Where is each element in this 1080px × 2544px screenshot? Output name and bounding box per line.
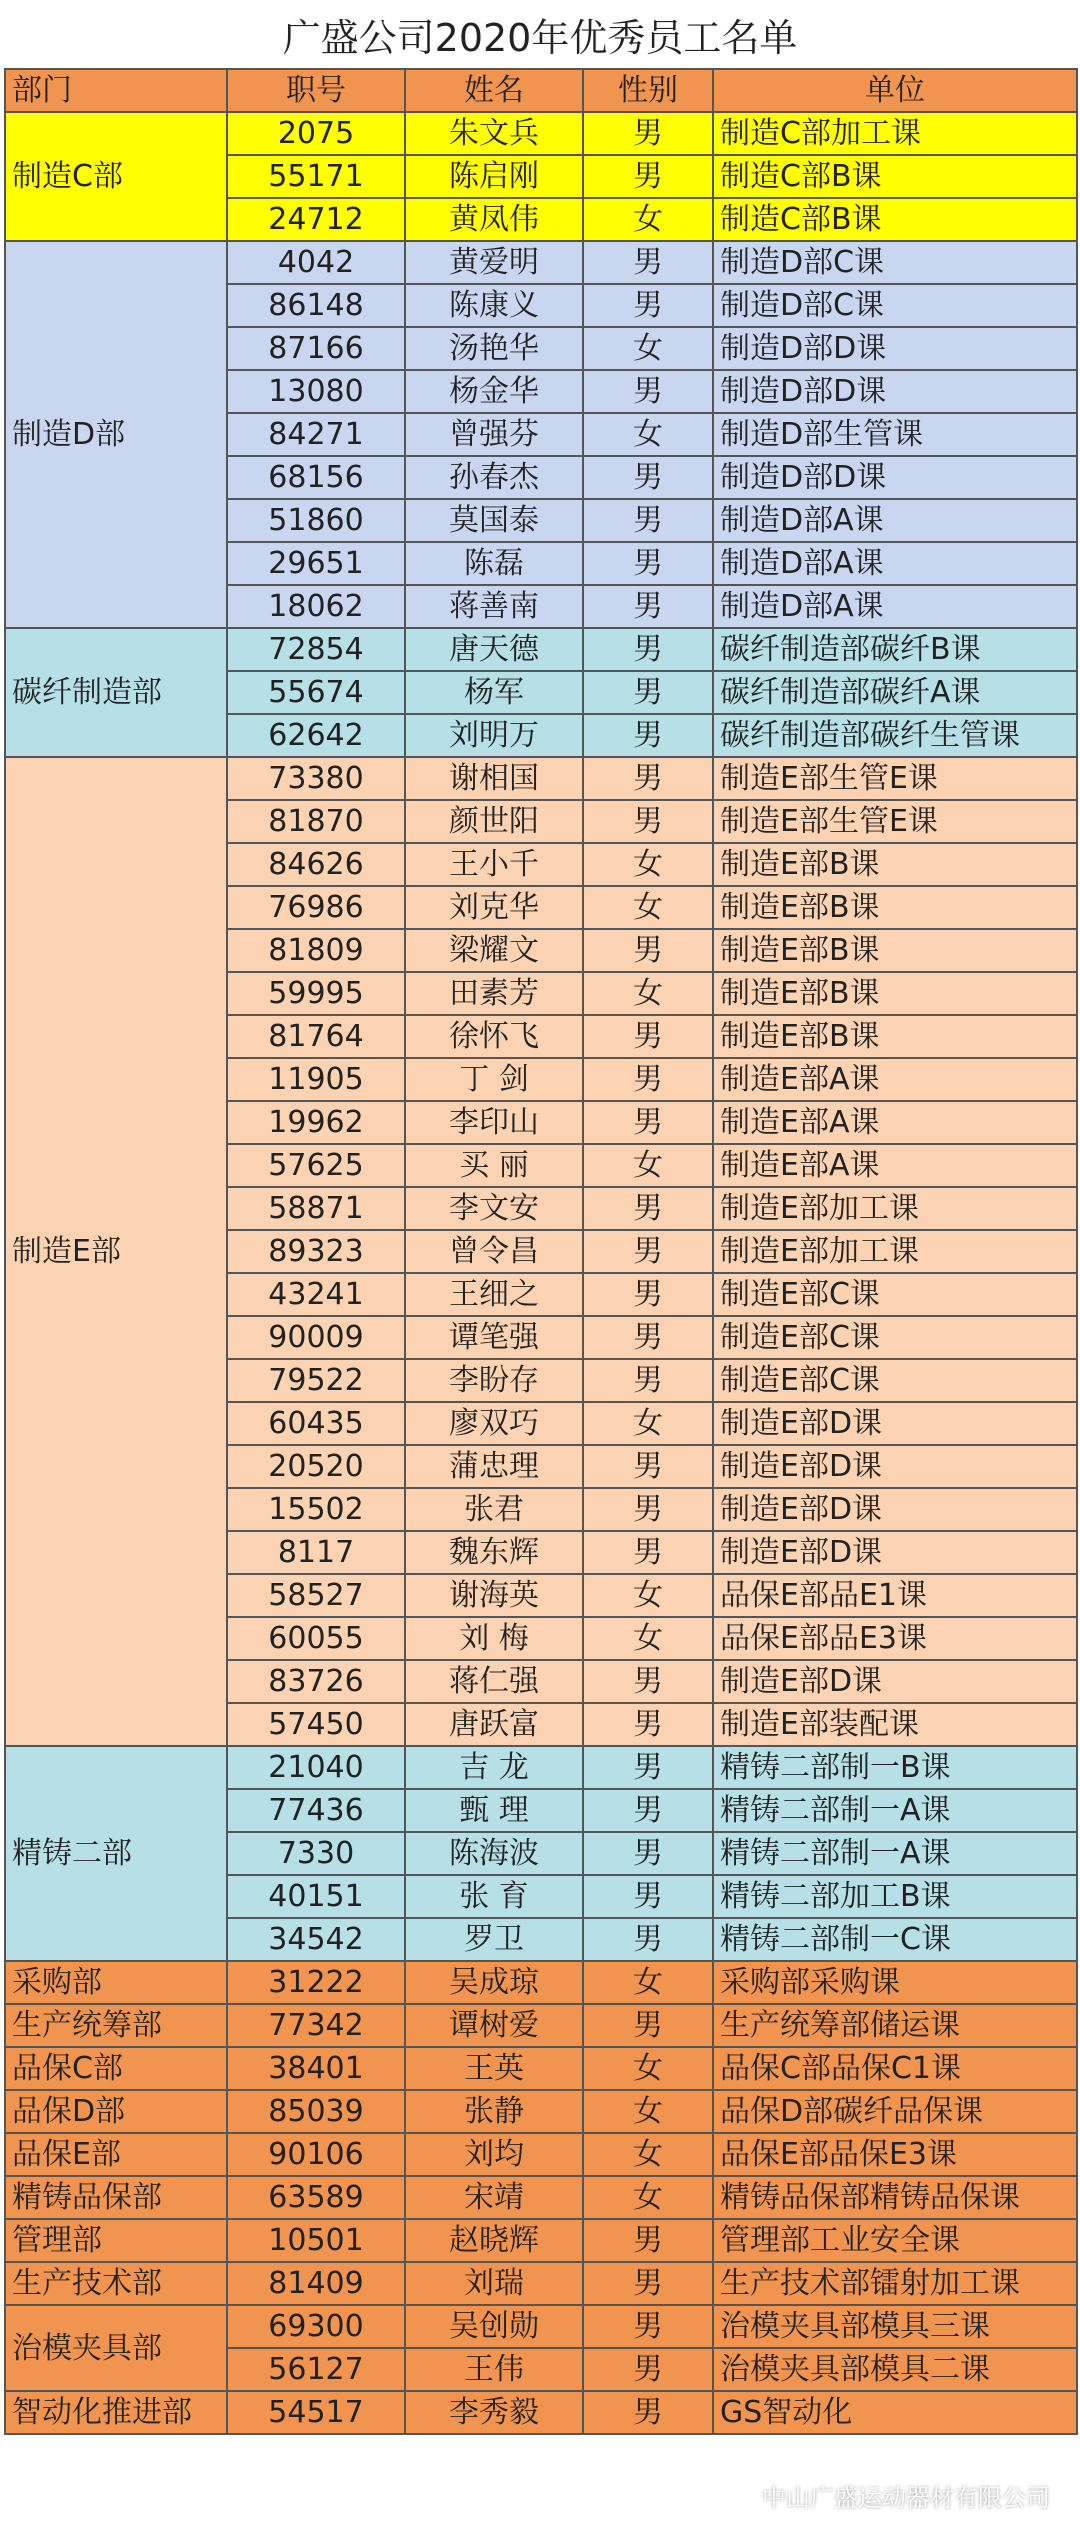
table-row xyxy=(5,1961,1077,2004)
employee-id-cell: 58871 xyxy=(227,1187,405,1230)
name-cell: 魏东辉 xyxy=(405,1531,583,1574)
employee-id-cell: 4042 xyxy=(227,241,405,284)
department-cell: 生产技术部 xyxy=(5,2262,227,2305)
employee-id-cell: 2075 xyxy=(227,112,405,155)
name-cell: 李盼存 xyxy=(405,1359,583,1402)
name-cell: 王伟 xyxy=(405,2348,583,2391)
name-cell: 曾强芬 xyxy=(405,413,583,456)
employee-id-cell: 18062 xyxy=(227,585,405,628)
employee-id-cell: 81764 xyxy=(227,1015,405,1058)
name-cell: 王英 xyxy=(405,2047,583,2090)
department-cell: 制造E部 xyxy=(5,757,227,1746)
gender-cell: 男 xyxy=(583,1015,713,1058)
watermark-text: 中山广盛运动器材有限公司 xyxy=(762,2484,1050,2512)
employee-id-cell: 29651 xyxy=(227,542,405,585)
unit-cell: 制造E部加工课 xyxy=(713,1187,1077,1230)
employee-id-cell: 76986 xyxy=(227,886,405,929)
gender-cell: 女 xyxy=(583,843,713,886)
employee-id-cell: 56127 xyxy=(227,2348,405,2391)
gender-cell: 男 xyxy=(583,1445,713,1488)
department-cell: 精铸品保部 xyxy=(5,2176,227,2219)
header-department: 部门 xyxy=(5,69,227,112)
department-cell: 生产统筹部 xyxy=(5,2004,227,2047)
unit-cell: 制造E部C课 xyxy=(713,1273,1077,1316)
unit-cell: 制造C部B课 xyxy=(713,155,1077,198)
gender-cell: 女 xyxy=(583,1617,713,1660)
unit-cell: 制造E部D课 xyxy=(713,1660,1077,1703)
name-cell: 蒋善南 xyxy=(405,585,583,628)
gender-cell: 男 xyxy=(583,1230,713,1273)
gender-cell: 男 xyxy=(583,2391,713,2434)
name-cell: 甄 理 xyxy=(405,1789,583,1832)
unit-cell: 制造E部B课 xyxy=(713,1015,1077,1058)
employee-id-cell: 10501 xyxy=(227,2219,405,2262)
unit-cell: 精铸二部制一A课 xyxy=(713,1789,1077,1832)
gender-cell: 男 xyxy=(583,241,713,284)
employee-id-cell: 34542 xyxy=(227,1918,405,1961)
employee-id-cell: 54517 xyxy=(227,2391,405,2434)
name-cell: 田素芳 xyxy=(405,972,583,1015)
name-cell: 张 育 xyxy=(405,1875,583,1918)
unit-cell: 制造E部C课 xyxy=(713,1316,1077,1359)
name-cell: 蒋仁强 xyxy=(405,1660,583,1703)
unit-cell: 制造E部C课 xyxy=(713,1359,1077,1402)
name-cell: 刘克华 xyxy=(405,886,583,929)
unit-cell: 制造D部A课 xyxy=(713,542,1077,585)
gender-cell: 女 xyxy=(583,327,713,370)
gender-cell: 男 xyxy=(583,1058,713,1101)
unit-cell: 碳纤制造部碳纤B课 xyxy=(713,628,1077,671)
unit-cell: 制造E部B课 xyxy=(713,972,1077,1015)
unit-cell: 制造C部B课 xyxy=(713,198,1077,241)
employee-id-cell: 85039 xyxy=(227,2090,405,2133)
name-cell: 刘均 xyxy=(405,2133,583,2176)
unit-cell: 制造E部B课 xyxy=(713,843,1077,886)
gender-cell: 男 xyxy=(583,929,713,972)
department-cell: 管理部 xyxy=(5,2219,227,2262)
gender-cell: 男 xyxy=(583,542,713,585)
name-cell: 刘 梅 xyxy=(405,1617,583,1660)
gender-cell: 男 xyxy=(583,671,713,714)
employee-id-cell: 57450 xyxy=(227,1703,405,1746)
gender-cell: 男 xyxy=(583,1918,713,1961)
unit-cell: 制造E部D课 xyxy=(713,1445,1077,1488)
table-row xyxy=(5,2047,1077,2090)
name-cell: 吴成琼 xyxy=(405,1961,583,2004)
employee-id-cell: 77342 xyxy=(227,2004,405,2047)
unit-cell: 精铸二部制一B课 xyxy=(713,1746,1077,1789)
table-row xyxy=(5,2004,1077,2047)
name-cell: 梁耀文 xyxy=(405,929,583,972)
employee-id-cell: 19962 xyxy=(227,1101,405,1144)
unit-cell: 精铸品保部精铸品保课 xyxy=(713,2176,1077,2219)
employee-id-cell: 90009 xyxy=(227,1316,405,1359)
unit-cell: 治模夹具部模具二课 xyxy=(713,2348,1077,2391)
unit-cell: 制造E部D课 xyxy=(713,1531,1077,1574)
name-cell: 张君 xyxy=(405,1488,583,1531)
watermark xyxy=(724,2478,1050,2513)
name-cell: 谢海英 xyxy=(405,1574,583,1617)
employee-id-cell: 83726 xyxy=(227,1660,405,1703)
employee-id-cell: 20520 xyxy=(227,1445,405,1488)
name-cell: 丁 剑 xyxy=(405,1058,583,1101)
unit-cell: 制造E部D课 xyxy=(713,1488,1077,1531)
unit-cell: 制造E部B课 xyxy=(713,929,1077,972)
name-cell: 唐天德 xyxy=(405,628,583,671)
employee-id-cell: 84626 xyxy=(227,843,405,886)
header-name: 姓名 xyxy=(405,69,583,112)
employee-id-cell: 55674 xyxy=(227,671,405,714)
unit-cell: 品保E部品E3课 xyxy=(713,1617,1077,1660)
table-row xyxy=(5,2176,1077,2219)
name-cell: 张静 xyxy=(405,2090,583,2133)
name-cell: 莫国泰 xyxy=(405,499,583,542)
gender-cell: 女 xyxy=(583,972,713,1015)
unit-cell: 制造D部A课 xyxy=(713,499,1077,542)
gender-cell: 男 xyxy=(583,1746,713,1789)
gender-cell: 女 xyxy=(583,2090,713,2133)
unit-cell: 制造D部D课 xyxy=(713,327,1077,370)
gender-cell: 男 xyxy=(583,370,713,413)
employee-table xyxy=(4,68,1078,2435)
table-header-row xyxy=(5,69,1077,112)
name-cell: 徐怀飞 xyxy=(405,1015,583,1058)
table-row xyxy=(5,1746,1077,1789)
name-cell: 罗卫 xyxy=(405,1918,583,1961)
name-cell: 王小千 xyxy=(405,843,583,886)
department-cell: 智动化推进部 xyxy=(5,2391,227,2434)
gender-cell: 女 xyxy=(583,886,713,929)
gender-cell: 男 xyxy=(583,2004,713,2047)
header-unit: 单位 xyxy=(713,69,1077,112)
name-cell: 陈启刚 xyxy=(405,155,583,198)
employee-id-cell: 8117 xyxy=(227,1531,405,1574)
department-cell: 制造D部 xyxy=(5,241,227,628)
unit-cell: 生产技术部镭射加工课 xyxy=(713,2262,1077,2305)
department-cell: 采购部 xyxy=(5,1961,227,2004)
department-cell: 品保D部 xyxy=(5,2090,227,2133)
table-row xyxy=(5,2305,1077,2348)
unit-cell: 管理部工业安全课 xyxy=(713,2219,1077,2262)
name-cell: 李秀毅 xyxy=(405,2391,583,2434)
unit-cell: 制造C部加工课 xyxy=(713,112,1077,155)
employee-id-cell: 72854 xyxy=(227,628,405,671)
unit-cell: 精铸二部加工B课 xyxy=(713,1875,1077,1918)
unit-cell: 制造E部D课 xyxy=(713,1402,1077,1445)
unit-cell: 碳纤制造部碳纤A课 xyxy=(713,671,1077,714)
table-row xyxy=(5,2219,1077,2262)
employee-id-cell: 7330 xyxy=(227,1832,405,1875)
gender-cell: 女 xyxy=(583,2176,713,2219)
gender-cell: 女 xyxy=(583,198,713,241)
name-cell: 王细之 xyxy=(405,1273,583,1316)
gender-cell: 男 xyxy=(583,585,713,628)
employee-id-cell: 55171 xyxy=(227,155,405,198)
unit-cell: 制造D部D课 xyxy=(713,456,1077,499)
unit-cell: 制造D部D课 xyxy=(713,370,1077,413)
name-cell: 杨军 xyxy=(405,671,583,714)
header-gender: 性别 xyxy=(583,69,713,112)
gender-cell: 男 xyxy=(583,1187,713,1230)
name-cell: 吴创勋 xyxy=(405,2305,583,2348)
unit-cell: 采购部采购课 xyxy=(713,1961,1077,2004)
employee-id-cell: 60055 xyxy=(227,1617,405,1660)
employee-id-cell: 13080 xyxy=(227,370,405,413)
employee-id-cell: 63589 xyxy=(227,2176,405,2219)
wechat-icon xyxy=(724,2484,754,2508)
department-cell: 精铸二部 xyxy=(5,1746,227,1961)
department-cell: 品保C部 xyxy=(5,2047,227,2090)
unit-cell: 品保E部品E1课 xyxy=(713,1574,1077,1617)
employee-id-cell: 24712 xyxy=(227,198,405,241)
unit-cell: 精铸二部制一A课 xyxy=(713,1832,1077,1875)
unit-cell: 制造E部装配课 xyxy=(713,1703,1077,1746)
name-cell: 蒲忠理 xyxy=(405,1445,583,1488)
name-cell: 黄凤伟 xyxy=(405,198,583,241)
unit-cell: 制造E部A课 xyxy=(713,1144,1077,1187)
name-cell: 刘瑞 xyxy=(405,2262,583,2305)
employee-id-cell: 69300 xyxy=(227,2305,405,2348)
gender-cell: 男 xyxy=(583,1531,713,1574)
unit-cell: 治模夹具部模具三课 xyxy=(713,2305,1077,2348)
table-row xyxy=(5,2090,1077,2133)
gender-cell: 女 xyxy=(583,2047,713,2090)
name-cell: 曾令昌 xyxy=(405,1230,583,1273)
unit-cell: 制造D部C课 xyxy=(713,284,1077,327)
employee-id-cell: 31222 xyxy=(227,1961,405,2004)
name-cell: 谭树爱 xyxy=(405,2004,583,2047)
name-cell: 朱文兵 xyxy=(405,112,583,155)
gender-cell: 男 xyxy=(583,112,713,155)
gender-cell: 男 xyxy=(583,284,713,327)
employee-id-cell: 38401 xyxy=(227,2047,405,2090)
employee-id-cell: 40151 xyxy=(227,1875,405,1918)
table-row xyxy=(5,757,1077,800)
gender-cell: 男 xyxy=(583,1875,713,1918)
gender-cell: 男 xyxy=(583,1101,713,1144)
table-row xyxy=(5,2262,1077,2305)
employee-id-cell: 81809 xyxy=(227,929,405,972)
unit-cell: 制造D部A课 xyxy=(713,585,1077,628)
name-cell: 刘明万 xyxy=(405,714,583,757)
unit-cell: 制造E部B课 xyxy=(713,886,1077,929)
gender-cell: 男 xyxy=(583,1789,713,1832)
department-cell: 治模夹具部 xyxy=(5,2305,227,2391)
gender-cell: 女 xyxy=(583,2133,713,2176)
unit-cell: 制造E部加工课 xyxy=(713,1230,1077,1273)
table-row xyxy=(5,2133,1077,2176)
name-cell: 陈海波 xyxy=(405,1832,583,1875)
unit-cell: 制造D部生管课 xyxy=(713,413,1077,456)
name-cell: 颜世阳 xyxy=(405,800,583,843)
gender-cell: 男 xyxy=(583,628,713,671)
gender-cell: 男 xyxy=(583,757,713,800)
employee-id-cell: 43241 xyxy=(227,1273,405,1316)
page-title: 广盛公司2020年优秀员工名单 xyxy=(0,0,1080,68)
employee-id-cell: 79522 xyxy=(227,1359,405,1402)
name-cell: 买 丽 xyxy=(405,1144,583,1187)
unit-cell: 制造E部A课 xyxy=(713,1058,1077,1101)
unit-cell: 精铸二部制一C课 xyxy=(713,1918,1077,1961)
department-cell: 制造C部 xyxy=(5,112,227,241)
name-cell: 杨金华 xyxy=(405,370,583,413)
unit-cell: 品保D部碳纤品保课 xyxy=(713,2090,1077,2133)
gender-cell: 女 xyxy=(583,1144,713,1187)
employee-id-cell: 81870 xyxy=(227,800,405,843)
unit-cell: 品保E部品保E3课 xyxy=(713,2133,1077,2176)
employee-id-cell: 73380 xyxy=(227,757,405,800)
name-cell: 汤艳华 xyxy=(405,327,583,370)
gender-cell: 男 xyxy=(583,2262,713,2305)
gender-cell: 女 xyxy=(583,413,713,456)
name-cell: 赵晓辉 xyxy=(405,2219,583,2262)
unit-cell: GS智动化 xyxy=(713,2391,1077,2434)
employee-id-cell: 15502 xyxy=(227,1488,405,1531)
gender-cell: 男 xyxy=(583,1359,713,1402)
table-body xyxy=(5,112,1077,2434)
employee-id-cell: 68156 xyxy=(227,456,405,499)
table-row xyxy=(5,2391,1077,2434)
employee-id-cell: 89323 xyxy=(227,1230,405,1273)
name-cell: 唐跃富 xyxy=(405,1703,583,1746)
gender-cell: 男 xyxy=(583,1660,713,1703)
table-row xyxy=(5,241,1077,284)
gender-cell: 女 xyxy=(583,1574,713,1617)
name-cell: 孙春杰 xyxy=(405,456,583,499)
gender-cell: 男 xyxy=(583,2219,713,2262)
gender-cell: 男 xyxy=(583,1273,713,1316)
name-cell: 陈康义 xyxy=(405,284,583,327)
name-cell: 宋靖 xyxy=(405,2176,583,2219)
unit-cell: 制造E部A课 xyxy=(713,1101,1077,1144)
employee-id-cell: 51860 xyxy=(227,499,405,542)
gender-cell: 男 xyxy=(583,2305,713,2348)
gender-cell: 女 xyxy=(583,1402,713,1445)
employee-id-cell: 87166 xyxy=(227,327,405,370)
gender-cell: 男 xyxy=(583,1488,713,1531)
table-row xyxy=(5,628,1077,671)
table-row xyxy=(5,112,1077,155)
gender-cell: 男 xyxy=(583,456,713,499)
name-cell: 谭笔强 xyxy=(405,1316,583,1359)
name-cell: 陈磊 xyxy=(405,542,583,585)
employee-id-cell: 81409 xyxy=(227,2262,405,2305)
employee-id-cell: 58527 xyxy=(227,1574,405,1617)
header-employee-id: 职号 xyxy=(227,69,405,112)
unit-cell: 品保C部品保C1课 xyxy=(713,2047,1077,2090)
name-cell: 谢相国 xyxy=(405,757,583,800)
name-cell: 李文安 xyxy=(405,1187,583,1230)
unit-cell: 制造D部C课 xyxy=(713,241,1077,284)
employee-id-cell: 62642 xyxy=(227,714,405,757)
gender-cell: 男 xyxy=(583,2348,713,2391)
employee-id-cell: 57625 xyxy=(227,1144,405,1187)
employee-id-cell: 84271 xyxy=(227,413,405,456)
gender-cell: 男 xyxy=(583,1832,713,1875)
gender-cell: 男 xyxy=(583,155,713,198)
gender-cell: 男 xyxy=(583,714,713,757)
name-cell: 黄爱明 xyxy=(405,241,583,284)
employee-id-cell: 77436 xyxy=(227,1789,405,1832)
unit-cell: 生产统筹部储运课 xyxy=(713,2004,1077,2047)
employee-id-cell: 11905 xyxy=(227,1058,405,1101)
employee-id-cell: 90106 xyxy=(227,2133,405,2176)
unit-cell: 制造E部生管E课 xyxy=(713,800,1077,843)
gender-cell: 男 xyxy=(583,1316,713,1359)
unit-cell: 制造E部生管E课 xyxy=(713,757,1077,800)
gender-cell: 男 xyxy=(583,499,713,542)
department-cell: 碳纤制造部 xyxy=(5,628,227,757)
gender-cell: 男 xyxy=(583,800,713,843)
name-cell: 李印山 xyxy=(405,1101,583,1144)
gender-cell: 女 xyxy=(583,1961,713,2004)
unit-cell: 碳纤制造部碳纤生管课 xyxy=(713,714,1077,757)
employee-id-cell: 60435 xyxy=(227,1402,405,1445)
employee-id-cell: 86148 xyxy=(227,284,405,327)
employee-id-cell: 21040 xyxy=(227,1746,405,1789)
gender-cell: 男 xyxy=(583,1703,713,1746)
employee-id-cell: 59995 xyxy=(227,972,405,1015)
name-cell: 廖双巧 xyxy=(405,1402,583,1445)
name-cell: 吉 龙 xyxy=(405,1746,583,1789)
department-cell: 品保E部 xyxy=(5,2133,227,2176)
